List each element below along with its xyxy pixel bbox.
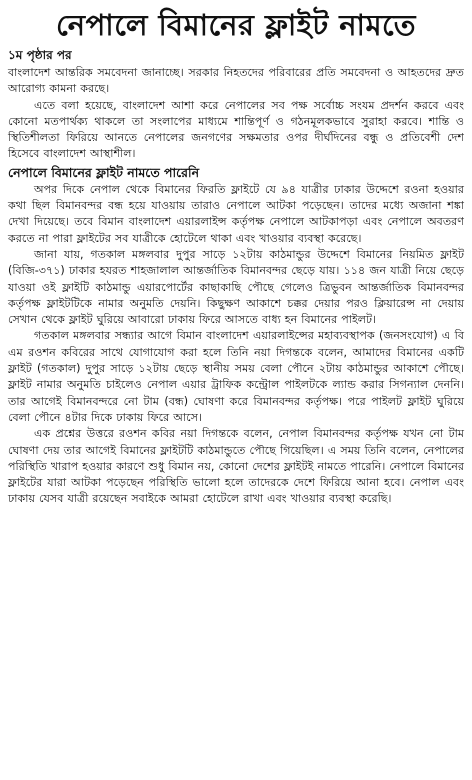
paragraph: অপর দিকে নেপাল থেকে বিমানের ফিরতি ফ্লাইটে যে ৯৪ যাত্রীর ঢাকার উদ্দেশে রওনা হওয়ার কথা ছিল বিমানবন্দর বন্ধ হয়ে যাওয়ায় তারাও নেপালে আটকা পড়েছেন। তাদের মধ্যে অজানা শঙ্কা দেখা দিয়েছে। তবে বিমান বাংলাদেশ এয়ারলাইন্স কর্তৃপক্ষ নেপালে আটকাপড়া এবং নেপালে অবতরণ করতে না পারা ফ্লাইটের সব যাত্রীকে হোটেলে থাকা এবং খাওয়ার ব্যবস্থা করেছে। [8, 182, 464, 245]
article-subheading: নেপালে বিমানের ফ্লাইট নামতে পারেনি [8, 164, 200, 180]
continued-from-page-label: ১ম পৃষ্ঠার পর [8, 48, 72, 62]
paragraph: এক প্রশ্নের উত্তরে রওশন কবির নয়া দিগন্তকে বলেন, নেপাল বিমানবন্দর কর্তৃপক্ষ যখন নো টাম ঘোষণা দেয় তার আগেই বিমানের ফ্লাইটটি কাঠমান্ডুতে পৌছে গিয়েছিল। এ সময় তিনি বলেন, নেপালের পরিস্থিতি খারাপ হওয়ার কারণে শুধু বিমান নয়, কোনো দেশের ফ্লাইটই নামতে পারেনি। নেপালে বিমানের ফ্লাইটের যারা আটকা পড়েছেন পরিস্থিতি ভালো হলে তাদেরকে দেশে ফিরিয়ে আনা হবে। নেপাল এবং ঢাকায় যেসব যাত্রী রয়েছেন সবাইকে আমরা হোটেলে রাখা এবং খাওয়ার ব্যবস্থা করেছি। [8, 427, 464, 506]
article-headline: নেপালে বিমানের ফ্লাইট নামতে [56, 8, 416, 42]
paragraph: এতে বলা হয়েছে, বাংলাদেশ আশা করে নেপালের সব পক্ষ সর্বোচ্চ সংযম প্রদর্শন করবে এবং কোনো মতপার্থক্য থাকলে তা সংলাপের মাধ্যমে শান্তিপূর্ণ ও গঠনমূলকভাবে সুরাহা করবে। শান্তি ও স্থিতিশীলতা ফিরিয়ে আনতে নেপালের জনগণের সক্ষমতার ওপর দীর্ঘদিনের বন্ধু ও প্রতিবেশী দেশ হিসেবে বাংলাদেশ আস্থাশীল। [8, 98, 464, 161]
paragraph: বাংলাদেশ আন্তরিক সমবেদনা জানাচ্ছে। সরকার নিহতদের পরিবারের প্রতি সমবেদনা ও আহতদের দ্রুত আরোগ্য কামনা করছে। [8, 66, 464, 96]
article-body [8, 65, 464, 508]
paragraph: গতকাল মঙ্গলবার সন্ধ্যার আগে বিমান বাংলাদেশ এয়ারলাইন্সের মহাব্যবস্থাপক (জনসংযোগ) এ বি এম রওশন কবিরের সাথে যোগাযোগ করা হলে তিনি নয়া দিগন্তকে বলেন, আমাদের বিমানের একটি ফ্লাইট (গতকাল) দুপুর সাড়ে ১২টায় ছেড়ে স্থানীয় সময় বেলা পৌনে ২টায় কাঠমান্ডুর আকাশে পৌছে। ফ্লাইট নামার অনুমতি চাইলেও নেপাল এয়ার ট্রাফিক কন্ট্রোল পাইলটকে ল্যান্ড করার সিগন্যাল দেননি। তার আগেই বিমানবন্দরে নো টাম (বন্ধ) ঘোষণা করে বিমানবন্দর কর্তৃপক্ষ। পরে পাইলট ফ্লাইট ঘুরিয়ে বেলা পৌনে ৪টার দিকে ঢাকায় ফিরে আসে। [8, 329, 464, 424]
paragraph: জানা যায়, গতকাল মঙ্গলবার দুপুর সাড়ে ১২টায় কাঠমান্ডুর উদ্দেশে বিমানের নিয়মিত ফ্লাইট (বিজি-৩৭১) ঢাকার হযরত শাহজালাল আন্তর্জাতিক বিমানবন্দর ছেড়ে যায়। ১১৪ জন যাত্রী নিয়ে ছেড়ে যাওয়া ওই ফ্লাইটি কাঠমান্ডু এয়ারপোর্টের কাছাকাছি পৌছে গেলেও ত্রিভুবন আন্তর্জাতিক বিমানবন্দর কর্তৃপক্ষ ফ্লাইটটিকে নামার অনুমতি দেয়নি। কিছুক্ষণ আকাশে চক্কর দেয়ার পরও ক্লিয়ারেন্স না দেয়ায় সেখান থেকে ফ্লাইট ঘুরিয়ে আবারো ঢাকায় ফিরে আসতে বাধ্য হন বিমানের পাইলট। [8, 247, 464, 327]
